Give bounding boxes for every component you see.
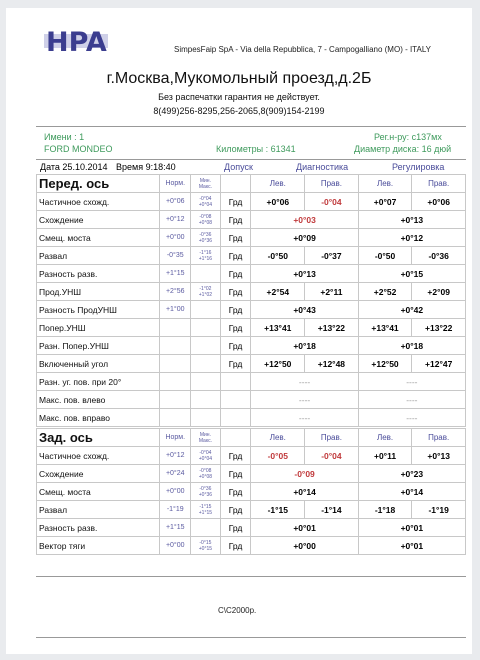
measurement-label: Частичное схожд. (37, 193, 160, 211)
adjustment-total: +0°01 (358, 537, 465, 555)
registration-number: Рег.н-ру: с137мх (374, 132, 442, 142)
measurement-label: Развал (37, 247, 160, 265)
diagnostics-right: -0°04 (305, 193, 359, 211)
nominal-value: +0°00 (160, 537, 191, 555)
measurement-label: Схождение (37, 465, 160, 483)
unit: Грд (220, 301, 251, 319)
unit: Грд (220, 265, 251, 283)
unit: Грд (220, 355, 251, 373)
wheel-diameter: Диаметр диска: 16 дюй (354, 144, 452, 154)
tolerance-range (191, 391, 220, 409)
nominal-value: +0°00 (160, 229, 191, 247)
min-max-header: Мин. Макс. (191, 175, 220, 193)
diagnostics-total: +0°43 (251, 301, 358, 319)
vehicle-info-box (36, 126, 466, 160)
measurement-label: Разность разв. (37, 265, 160, 283)
diagnostics-total: +0°14 (251, 483, 358, 501)
tolerance-range (191, 409, 220, 427)
measurement-row (37, 247, 466, 265)
client-name: Имени : 1 (44, 132, 85, 142)
unit (220, 391, 251, 409)
nominal-value: -0°35 (160, 247, 191, 265)
unit: Грд (220, 283, 251, 301)
measurement-label: Схождение (37, 211, 160, 229)
diagnostics-right: +12°48 (305, 355, 359, 373)
adjustment-total: +0°14 (358, 483, 465, 501)
tolerance-range: -0°04 +0°04 (191, 447, 220, 465)
adjustment-left: +0°11 (358, 447, 412, 465)
diagnostics-left: -0°50 (251, 247, 305, 265)
diag-left-header: Лев. (251, 429, 305, 447)
nominal-value: +1°15 (160, 519, 191, 537)
svg-text:HPA: HPA (46, 27, 107, 55)
nominal-value: -1°19 (160, 501, 191, 519)
measurement-label: Разность ПродУНШ (37, 301, 160, 319)
date-row (36, 160, 466, 174)
front-axle-table (36, 174, 466, 427)
copyright-note: C\C2000р. (218, 606, 257, 615)
unit: Грд (220, 337, 251, 355)
nominal-value (160, 355, 191, 373)
tolerance-range: -0°08 +0°08 (191, 211, 220, 229)
section-title: Зад. ось (37, 429, 160, 447)
adjustment-right: -0°36 (412, 247, 466, 265)
measurement-label: Разн. уг. пов. при 20° (37, 373, 160, 391)
measurement-row (37, 337, 466, 355)
company-line: SimpesFaip SpA - Via della Repubblica, 7 - Campogalliano (MO) - ITALY (174, 45, 432, 54)
tolerance-header: Допуск (224, 162, 253, 172)
adjustment-left: -0°50 (358, 247, 412, 265)
diagnostics-header: Диагностика (296, 162, 349, 172)
adjustment-left: +2°52 (358, 283, 412, 301)
measurement-row (37, 265, 466, 283)
adj-left-header: Лев. (358, 175, 412, 193)
unit: Грд (220, 483, 251, 501)
tolerance-range: -0°36 +0°36 (191, 229, 220, 247)
diagnostics-right: -0°04 (305, 447, 359, 465)
warranty-note: Без распечатки гарантия не действует. (158, 92, 320, 102)
tolerance-range (191, 519, 220, 537)
diag-left-header: Лев. (251, 175, 305, 193)
tolerance-range (191, 319, 220, 337)
adjustment-total: +0°12 (358, 229, 465, 247)
measurement-row (37, 537, 466, 555)
diagnostics-right: +13°22 (305, 319, 359, 337)
tolerance-range (191, 265, 220, 283)
odometer: Километры : 61341 (216, 144, 296, 154)
adjustment-total: +0°18 (358, 337, 465, 355)
diagnostics-total: +0°03 (251, 211, 358, 229)
adjustment-right: +0°06 (412, 193, 466, 211)
adjustment-right: +0°13 (412, 447, 466, 465)
phone-numbers: 8(499)256-8295,256-2065,8(909)154-2199 (153, 106, 325, 116)
shop-address: г.Москва,Мукомольный проезд,д.2Б (106, 70, 372, 87)
diagnostics-empty: ---- (251, 373, 358, 391)
adjustment-header: Регулировка (392, 162, 445, 172)
tolerance-range (191, 337, 220, 355)
measurement-row (37, 319, 466, 337)
tolerance-range: -1°02 +1°02 (191, 283, 220, 301)
measurement-row (37, 465, 466, 483)
measurement-row (37, 211, 466, 229)
adjustment-left: +13°41 (358, 319, 412, 337)
adjustment-right: +12°47 (412, 355, 466, 373)
adjustment-empty: ---- (358, 391, 465, 409)
adjustment-total: +0°01 (358, 519, 465, 537)
print-time: Время 9:18:40 (116, 162, 176, 172)
adjustment-right: +2°09 (412, 283, 466, 301)
measurement-row (37, 355, 466, 373)
measurement-label: Макс. пов. вправо (37, 409, 160, 427)
measurement-label: Развал (37, 501, 160, 519)
nominal-value: +1°15 (160, 265, 191, 283)
nominal-value: +0°00 (160, 483, 191, 501)
nominal-value (160, 337, 191, 355)
nominal-value: +0°24 (160, 465, 191, 483)
nominal-header: Норм. (160, 429, 191, 447)
nominal-value (160, 319, 191, 337)
measurement-label: Включенный угол (37, 355, 160, 373)
measurement-row (37, 373, 466, 391)
unit: Грд (220, 247, 251, 265)
tolerance-range (191, 373, 220, 391)
min-max-header: Мин. Макс. (191, 429, 220, 447)
hpa-logo (44, 25, 110, 55)
diagnostics-total: +0°13 (251, 265, 358, 283)
section-header-row (37, 175, 466, 193)
adjustment-total: +0°13 (358, 211, 465, 229)
measurement-row (37, 283, 466, 301)
measurement-row (37, 193, 466, 211)
tolerance-range: -1°15 +1°15 (191, 501, 220, 519)
measurement-row (37, 501, 466, 519)
diagnostics-total: +0°01 (251, 519, 358, 537)
diagnostics-empty: ---- (251, 391, 358, 409)
measurement-row (37, 229, 466, 247)
diag-right-header: Прав. (305, 175, 359, 193)
adjustment-right: +13°22 (412, 319, 466, 337)
unit: Грд (220, 465, 251, 483)
footer-box (36, 576, 466, 638)
unit: Грд (220, 537, 251, 555)
section-header-row (37, 429, 466, 447)
diagnostics-left: +13°41 (251, 319, 305, 337)
measurement-row (37, 447, 466, 465)
measurement-row (37, 409, 466, 427)
measurement-label: Смещ. моста (37, 229, 160, 247)
car-model: FORD MONDEO (44, 144, 113, 154)
print-date: Дата 25.10.2014 (40, 162, 108, 172)
printout-sheet (6, 8, 472, 654)
unit: Грд (220, 211, 251, 229)
measurement-label: Вектор тяги (37, 537, 160, 555)
adjustment-empty: ---- (358, 373, 465, 391)
measurement-row (37, 519, 466, 537)
unit: Грд (220, 519, 251, 537)
diagnostics-empty: ---- (251, 409, 358, 427)
diagnostics-right: -1°14 (305, 501, 359, 519)
diagnostics-right: -0°37 (305, 247, 359, 265)
tolerance-range: -0°08 +0°08 (191, 465, 220, 483)
adjustment-total: +0°15 (358, 265, 465, 283)
measurement-label: Макс. пов. влево (37, 391, 160, 409)
tolerance-range: -0°15 +0°15 (191, 537, 220, 555)
diagnostics-total: +0°09 (251, 229, 358, 247)
measurement-row (37, 301, 466, 319)
adjustment-left: +12°50 (358, 355, 412, 373)
unit (220, 373, 251, 391)
nominal-value: +2°56 (160, 283, 191, 301)
unit: Грд (220, 501, 251, 519)
adjustment-left: +0°07 (358, 193, 412, 211)
adj-right-header: Прав. (412, 429, 466, 447)
adjustment-total: +0°42 (358, 301, 465, 319)
adjustment-empty: ---- (358, 409, 465, 427)
adj-left-header: Лев. (358, 429, 412, 447)
tolerance-range (191, 355, 220, 373)
diagnostics-total: +0°00 (251, 537, 358, 555)
diagnostics-total: +0°18 (251, 337, 358, 355)
nominal-value: +0°12 (160, 447, 191, 465)
tolerance-range: -0°04 +0°04 (191, 193, 220, 211)
adjustment-left: -1°18 (358, 501, 412, 519)
diagnostics-left: -0°05 (251, 447, 305, 465)
measurement-row (37, 483, 466, 501)
nominal-value (160, 391, 191, 409)
adjustment-total: +0°23 (358, 465, 465, 483)
nominal-value: +0°06 (160, 193, 191, 211)
diag-right-header: Прав. (305, 429, 359, 447)
adjustment-right: -1°19 (412, 501, 466, 519)
unit: Грд (220, 319, 251, 337)
tolerance-range (191, 301, 220, 319)
nominal-header: Норм. (160, 175, 191, 193)
diagnostics-left: -1°15 (251, 501, 305, 519)
measurement-label: Разн. Попер.УНШ (37, 337, 160, 355)
diagnostics-left: +12°50 (251, 355, 305, 373)
diagnostics-left: +0°06 (251, 193, 305, 211)
nominal-value: +0°12 (160, 211, 191, 229)
unit: Грд (220, 447, 251, 465)
measurement-label: Частичное схожд. (37, 447, 160, 465)
adj-right-header: Прав. (412, 175, 466, 193)
measurement-row (37, 391, 466, 409)
measurement-label: Прод.УНШ (37, 283, 160, 301)
diagnostics-right: +2°11 (305, 283, 359, 301)
measurement-label: Попер.УНШ (37, 319, 160, 337)
unit: Грд (220, 193, 251, 211)
unit: Грд (220, 229, 251, 247)
tolerance-range: -1°16 +1°16 (191, 247, 220, 265)
nominal-value: +1°00 (160, 301, 191, 319)
nominal-value (160, 373, 191, 391)
tolerance-range: -0°36 +0°36 (191, 483, 220, 501)
section-title: Перед. ось (37, 175, 160, 193)
unit (220, 409, 251, 427)
measurement-label: Разность разв. (37, 519, 160, 537)
diagnostics-left: +2°54 (251, 283, 305, 301)
rear-axle-table (36, 428, 466, 555)
diagnostics-total: -0°09 (251, 465, 358, 483)
nominal-value (160, 409, 191, 427)
measurement-label: Смещ. моста (37, 483, 160, 501)
